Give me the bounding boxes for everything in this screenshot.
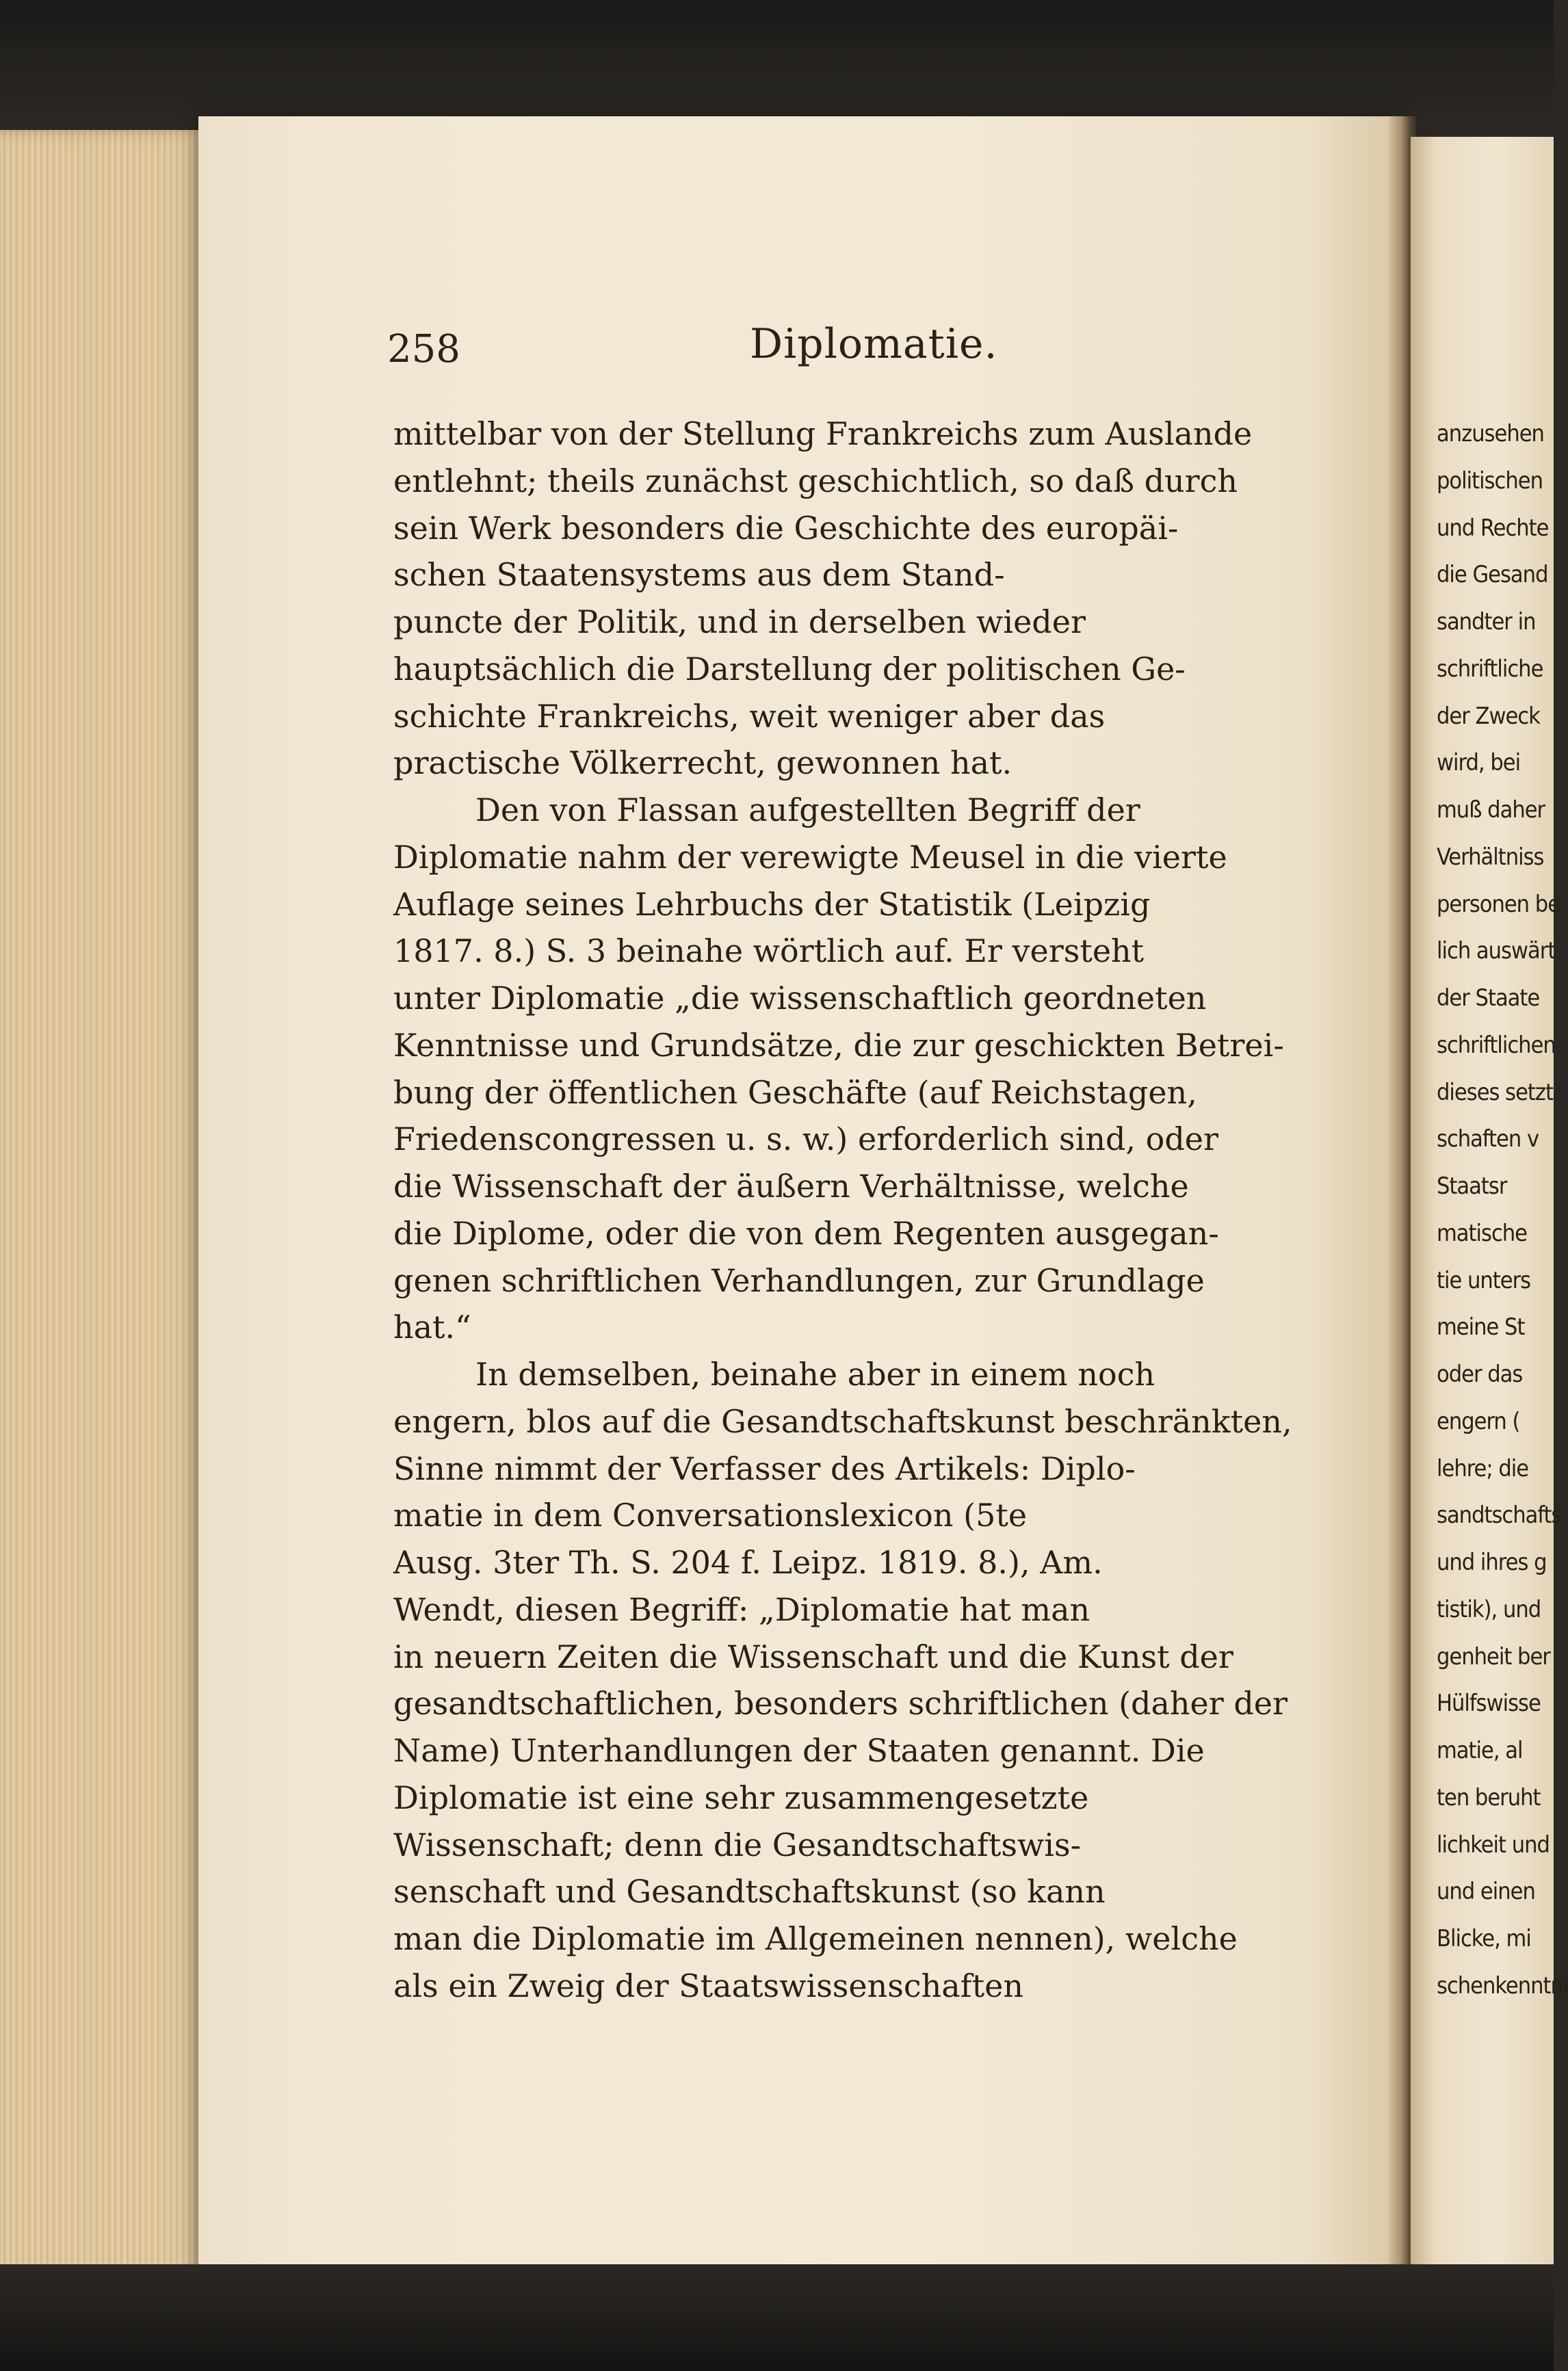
text-line: engern, blos auf die Gesandtschaftskunst beschränkten,: [393, 1402, 1292, 1440]
text-line: als ein Zweig der Staatswissenschaften: [393, 1967, 1024, 2004]
facing-page-line: anzusehen: [1437, 420, 1544, 447]
facing-page-line: schriftliche: [1437, 655, 1543, 683]
text-line: bung der öffentlichen Geschäfte (auf Reichstagen,: [393, 1073, 1197, 1111]
facing-page-line: Staatsr: [1437, 1173, 1507, 1200]
text-line: gesandtschaftlichen, besonders schriftlichen (daher der: [393, 1685, 1288, 1722]
facing-page-line: lichkeit und: [1437, 1831, 1550, 1859]
facing-page-fragment: [1437, 410, 1568, 2010]
text-line: Wendt, diesen Begriff: „Diplomatie hat man: [393, 1590, 1090, 1628]
facing-page-line: Blicke, mi: [1437, 1925, 1531, 1952]
paragraph-start: In demselben, beinahe aber in einem noch: [475, 1356, 1155, 1393]
text-line: die Wissenschaft der äußern Verhältnisse, welche: [393, 1168, 1189, 1205]
facing-page-line: ten beruht: [1437, 1783, 1541, 1811]
facing-page-line: muß daher: [1437, 796, 1545, 824]
facing-page-line: dieses setzt: [1437, 1078, 1553, 1106]
text-line: Name) Unterhandlungen der Staaten genannt. Die: [393, 1732, 1205, 1769]
text-line: entlehnt; theils zunächst geschichtlich, so daß durch: [393, 462, 1238, 499]
text-line: Ausg. 3ter Th. S. 204 f. Leipz. 1819. 8.), Am.: [393, 1544, 1103, 1581]
text-line: Friedenscongressen u. s. w.) erforderlich sind, oder: [393, 1121, 1218, 1158]
text-line: Diplomatie ist eine sehr zusammengesetzte: [393, 1779, 1089, 1816]
text-line: man die Diplomatie im Allgemeinen nennen), welche: [393, 1920, 1238, 1957]
facing-page-line: tistik), und: [1437, 1595, 1541, 1623]
facing-page-line: Verhältniss: [1437, 843, 1544, 871]
text-line: Auflage seines Lehrbuchs der Statistik (Leipzig: [393, 885, 1151, 923]
facing-page-line: wird, bei: [1437, 749, 1521, 777]
facing-page-line: die Gesand: [1437, 561, 1548, 589]
facing-page-line: oder das: [1437, 1361, 1523, 1388]
facing-page-line: sandter in: [1437, 608, 1536, 636]
facing-page-line: personen be: [1437, 890, 1560, 918]
text-line: sein Werk besonders die Geschichte des europäi-: [393, 509, 1179, 547]
facing-page-line: der Zweck: [1437, 702, 1540, 730]
facing-page-line: und ihres g: [1437, 1549, 1547, 1576]
page-edges: [0, 130, 205, 2312]
facing-page-line: schriftlichen: [1437, 1031, 1556, 1059]
page-header: [387, 320, 1379, 382]
text-line: matie in dem Conversationslexicon (5te: [393, 1497, 1028, 1534]
text-line: schen Staatensystems aus dem Stand-: [393, 556, 1005, 594]
text-line: senschaft und Gesandtschaftskunst (so kann: [393, 1873, 1106, 1911]
facing-page-line: engern (: [1437, 1407, 1520, 1435]
facing-page-line: matische: [1437, 1219, 1528, 1247]
background-top: [0, 0, 1554, 123]
running-title: Diplomatie.: [750, 320, 998, 368]
facing-page-line: lich auswärt: [1437, 937, 1556, 965]
facing-page-line: schenkenntni: [1437, 1972, 1568, 2000]
text-line: genen schriftlichen Verhandlungen, zur Grundlage: [393, 1261, 1205, 1299]
background-bottom: [0, 2264, 1554, 2371]
paragraph-start: Den von Flassan aufgestellten Begriff der: [475, 791, 1140, 828]
facing-page-line: der Staate: [1437, 984, 1540, 1012]
text-line: Sinne nimmt der Verfasser des Artikels: Diplo-: [393, 1450, 1136, 1487]
text-line: puncte der Politik, und in derselben wieder: [393, 603, 1086, 640]
text-line: hauptsächlich die Darstellung der politischen Ge-: [393, 650, 1186, 687]
facing-page-line: genheit ber: [1437, 1642, 1550, 1671]
text-line: practische Völkerrecht, gewonnen hat.: [393, 744, 1012, 782]
facing-page-line: und Rechte: [1437, 514, 1549, 542]
page-number: 258: [387, 327, 460, 371]
facing-page-line: und einen: [1437, 1878, 1535, 1906]
text-line: die Diplome, oder die von dem Regenten ausgegan-: [393, 1214, 1219, 1252]
facing-page-line: matie, al: [1437, 1737, 1523, 1764]
facing-page-line: Hülfswisse: [1437, 1690, 1541, 1718]
text-line: Diplomatie nahm der verewigte Meusel in die vierte: [393, 838, 1227, 876]
facing-page-line: lehre; die: [1437, 1454, 1529, 1482]
facing-page-line: tie unters: [1437, 1266, 1531, 1294]
facing-page-line: schaften v: [1437, 1125, 1539, 1153]
text-line: Kenntnisse und Grundsätze, die zur geschickten Betrei-: [393, 1026, 1284, 1064]
facing-page-line: politischen: [1437, 467, 1543, 495]
text-line: Wissenschaft; denn die Gesandtschaftswis-: [393, 1826, 1082, 1863]
text-line: 1817. 8.) S. 3 beinahe wörtlich auf. Er versteht: [393, 932, 1145, 970]
text-line: unter Diplomatie „die wissenschaftlich geordneten: [393, 980, 1207, 1017]
text-line: schichte Frankreichs, weit weniger aber das: [393, 697, 1106, 735]
facing-page-line: meine St: [1437, 1313, 1525, 1341]
body-text: [393, 410, 1320, 2010]
text-line: hat.“: [393, 1309, 471, 1346]
facing-page-line: sandtschafts: [1437, 1502, 1562, 1530]
text-line: mittelbar von der Stellung Frankreichs zum Auslande: [393, 415, 1253, 452]
text-line: in neuern Zeiten die Wissenschaft und die Kunst der: [393, 1638, 1233, 1675]
